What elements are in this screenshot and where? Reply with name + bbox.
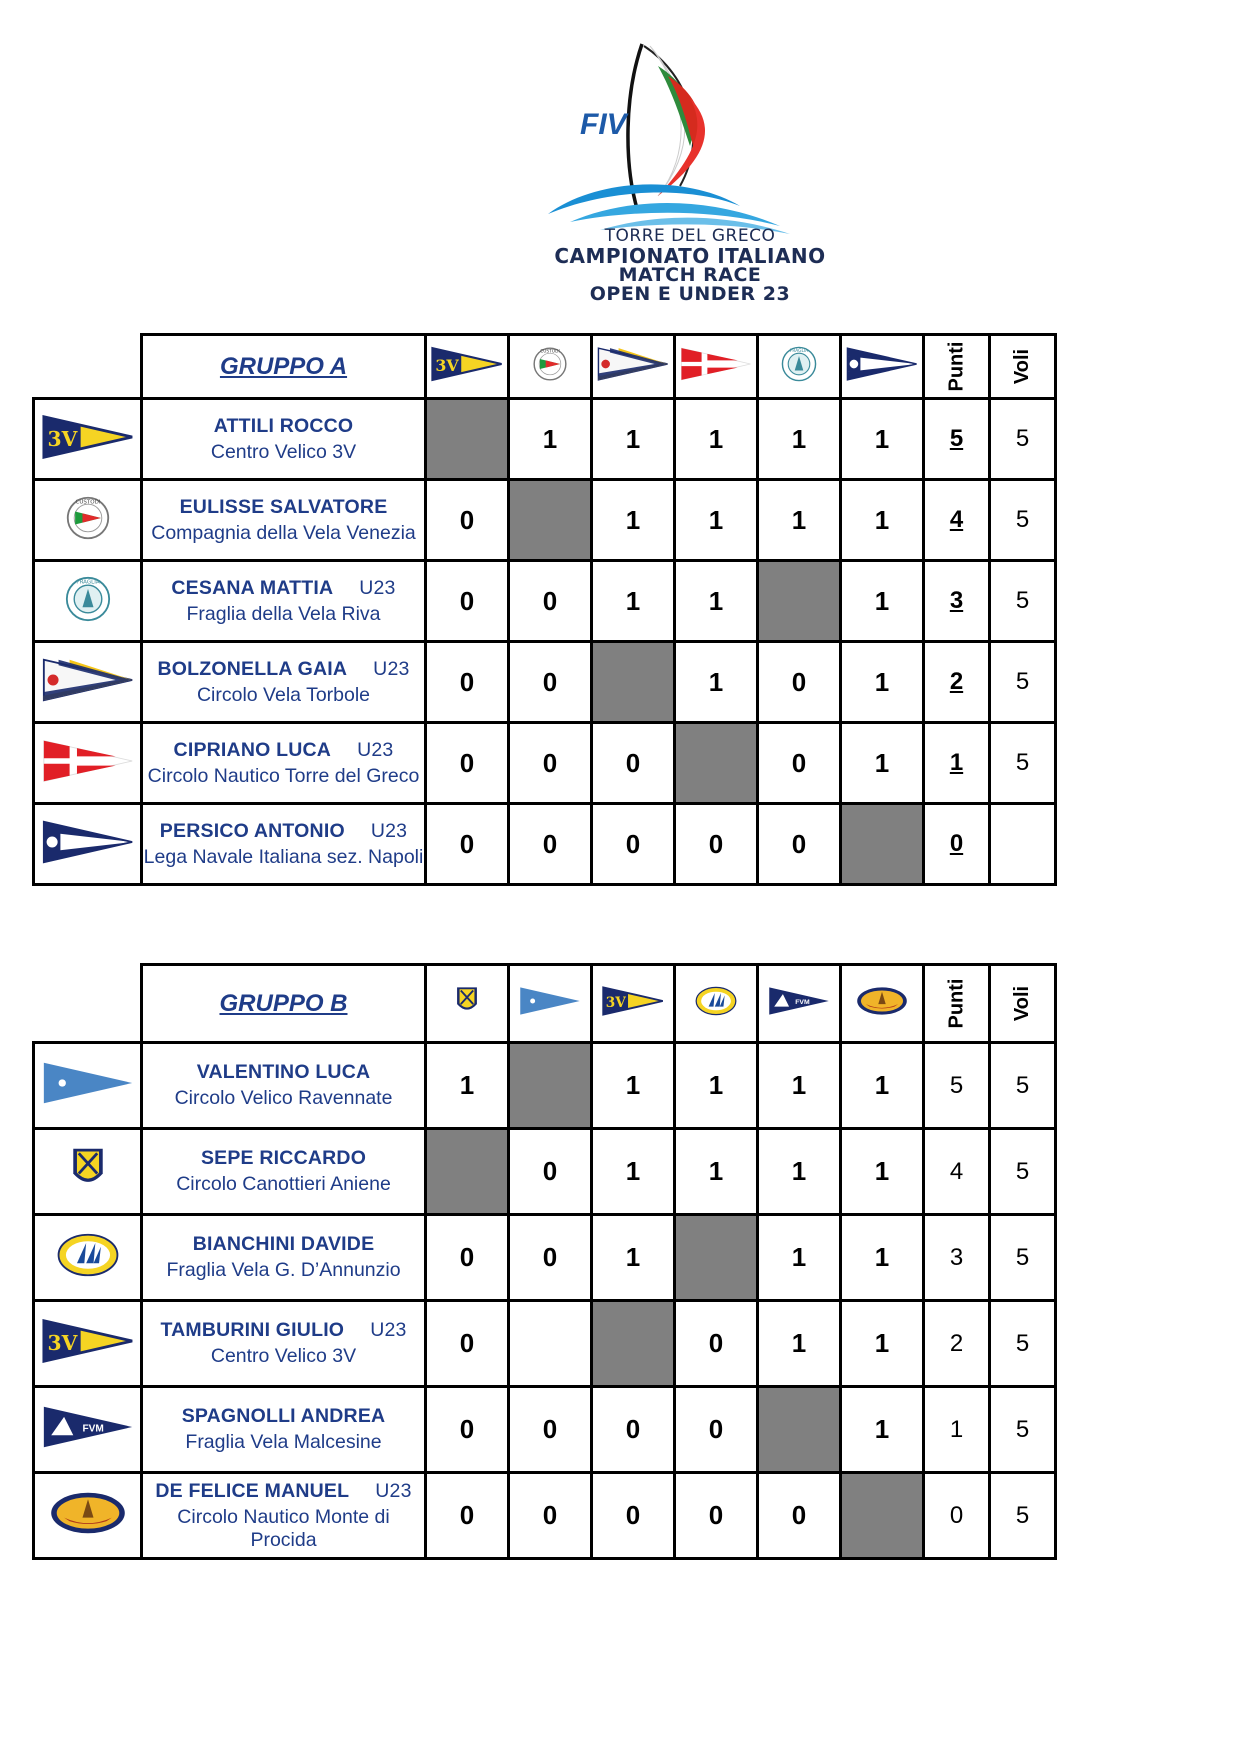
punti-value: 5: [924, 1043, 990, 1129]
self-match-cell: [758, 561, 841, 642]
self-match-cell: [841, 1473, 924, 1559]
column-header-4: [675, 335, 758, 399]
match-result-cell: 0: [426, 642, 509, 723]
group-b-table: [32, 963, 1057, 1560]
column-header-1: [426, 965, 509, 1043]
match-result-cell: 0: [426, 1387, 509, 1473]
punti-header: [924, 965, 990, 1043]
punti-value: 5: [924, 399, 990, 480]
ravennate-burgee-icon: [35, 1053, 140, 1118]
sailor-cell: [142, 399, 426, 480]
voli-label: Voli: [1011, 348, 1033, 385]
sailor-line: [143, 415, 424, 438]
row-burgee-cell: [34, 480, 142, 561]
self-match-cell: [426, 1129, 509, 1215]
svg-text:CUSTODI: CUSTODI: [540, 349, 560, 355]
svg-text:3V: 3V: [47, 426, 77, 451]
fvm-burgee-icon: [759, 976, 839, 1031]
match-result-cell: 1: [509, 399, 592, 480]
svg-text:FVM: FVM: [81, 1423, 104, 1435]
match-result-cell: 1: [841, 1215, 924, 1301]
3v-burgee-icon: [35, 414, 140, 465]
header-row: [34, 965, 1056, 1043]
sailor-name: TAMBURINI GIULIO: [160, 1319, 345, 1341]
u23-badge: U23: [375, 1479, 412, 1502]
voli-value: 5: [990, 1473, 1056, 1559]
self-match-cell: [509, 1043, 592, 1129]
club-name: Fraglia Vela G. D’Annunzio: [166, 1259, 401, 1281]
sailor-cell: [142, 723, 426, 804]
match-result-cell: 0: [509, 1215, 592, 1301]
svg-text:3V: 3V: [47, 1331, 77, 1356]
match-result-cell: 0: [758, 723, 841, 804]
match-result-cell: 0: [592, 1387, 675, 1473]
torbole-burgee-icon: [35, 657, 140, 708]
3v-burgee-icon: [593, 976, 673, 1031]
aniene-shield-icon: [427, 976, 507, 1031]
svg-text:3V: 3V: [435, 356, 459, 376]
match-result-cell: 0: [592, 1473, 675, 1559]
riva-seal-icon: [35, 576, 140, 627]
club-name: Compagnia della Vela Venezia: [151, 521, 416, 544]
match-result-cell: 1: [841, 1129, 924, 1215]
match-result-cell: 0: [426, 723, 509, 804]
table-row: [34, 1215, 1056, 1301]
table-row: [34, 1473, 1056, 1559]
3v-burgee-icon: [427, 346, 507, 387]
sailor-line: [143, 1061, 424, 1084]
table-row: [34, 480, 1056, 561]
voli-value: 5: [990, 1215, 1056, 1301]
match-result-cell: 0: [675, 1301, 758, 1387]
row-burgee-cell: [34, 1043, 142, 1129]
sailor-name: SPAGNOLLI ANDREA: [181, 1405, 386, 1427]
torbole-burgee-icon: [593, 346, 673, 387]
3v-burgee-icon: [35, 1311, 140, 1376]
match-result-cell: 0: [675, 1387, 758, 1473]
sailor-cell: [142, 1387, 426, 1473]
punti-value: 0: [924, 1473, 990, 1559]
club-name: Lega Navale Italiana sez. Napoli: [143, 845, 424, 868]
match-result-cell: 1: [675, 1043, 758, 1129]
club-name: Circolo Nautico Monte di Procida: [177, 1505, 390, 1551]
sailor-name: ATTILI ROCCO: [213, 414, 354, 437]
match-result-cell: 0: [509, 804, 592, 885]
column-header-3: [592, 965, 675, 1043]
match-result-cell: 1: [841, 723, 924, 804]
dannunzio-seal-icon: [35, 1225, 140, 1290]
match-result-cell: 1: [592, 1129, 675, 1215]
punti-value: 3: [924, 1215, 990, 1301]
sailor-line: [143, 1480, 424, 1503]
row-burgee-cell: [34, 399, 142, 480]
ravennate-burgee-icon: [510, 976, 590, 1031]
match-result-cell: 1: [426, 1043, 509, 1129]
logo-line1: CAMPIONATO ITALIANO: [554, 244, 826, 268]
group-a-table: [32, 333, 1057, 886]
match-result-cell: 0: [426, 1301, 509, 1387]
club-name: Fraglia della Vela Riva: [186, 602, 381, 625]
match-result-cell: 0: [758, 1473, 841, 1559]
voli-value: 5: [990, 1301, 1056, 1387]
match-result-cell: 0: [758, 642, 841, 723]
monte-di-procida-seal-icon: [842, 976, 922, 1031]
match-result-cell: 1: [592, 480, 675, 561]
row-burgee-cell: [34, 1387, 142, 1473]
table-row: [34, 561, 1056, 642]
corner-cell: [34, 335, 142, 399]
punti-value: 0: [924, 804, 990, 885]
sailor-cell: [142, 1215, 426, 1301]
voli-value: 5: [990, 561, 1056, 642]
match-result-cell: 1: [841, 1301, 924, 1387]
table-row: [34, 804, 1056, 885]
match-result-cell: 0: [509, 1129, 592, 1215]
voli-value: 5: [990, 1387, 1056, 1473]
match-result-cell: 0: [509, 561, 592, 642]
club-name: Circolo Vela Torbole: [196, 683, 371, 706]
match-result-cell: 1: [841, 1387, 924, 1473]
corner-cell: [34, 965, 142, 1043]
svg-text:FVM: FVM: [795, 999, 810, 1007]
u23-badge: U23: [357, 738, 394, 761]
group-title-cell: [142, 335, 426, 399]
u23-badge: U23: [370, 1319, 407, 1341]
table-row: [34, 642, 1056, 723]
match-result-cell: 1: [675, 480, 758, 561]
club-name: Centro Velico 3V: [210, 440, 357, 463]
match-result-cell: 1: [841, 561, 924, 642]
match-result-cell: 0: [426, 561, 509, 642]
match-result-cell: [509, 1301, 592, 1387]
riva-seal-icon: [759, 346, 839, 387]
match-result-cell: 1: [758, 480, 841, 561]
match-result-cell: 1: [758, 399, 841, 480]
match-result-cell: 1: [758, 1129, 841, 1215]
sailor-line: [143, 820, 424, 843]
match-result-cell: 0: [509, 1387, 592, 1473]
self-match-cell: [841, 804, 924, 885]
punti-label: Punti: [945, 341, 967, 392]
sailor-name: BOLZONELLA GAIA: [157, 657, 348, 680]
row-burgee-cell: [34, 1473, 142, 1559]
self-match-cell: [675, 1215, 758, 1301]
u23-badge: U23: [359, 576, 396, 599]
table-row: [34, 1043, 1056, 1129]
header-row: [34, 335, 1056, 399]
sailor-name: CESANA MATTIA: [171, 576, 334, 599]
sailor-line: [143, 1319, 424, 1342]
match-result-cell: 1: [592, 561, 675, 642]
row-burgee-cell: [34, 1215, 142, 1301]
punti-value: 2: [924, 642, 990, 723]
punti-header: [924, 335, 990, 399]
match-result-cell: 0: [426, 1215, 509, 1301]
sailor-cell: [142, 804, 426, 885]
logo-location: TORRE DEL GRECO: [604, 226, 776, 246]
sail-logo-icon: [540, 36, 840, 236]
match-result-cell: 1: [758, 1301, 841, 1387]
self-match-cell: [426, 399, 509, 480]
sailor-cell: [142, 1473, 426, 1559]
custodi-burgee-icon: [35, 495, 140, 546]
sailor-name: BIANCHINI DAVIDE: [192, 1233, 375, 1255]
monte-di-procida-seal-icon: [35, 1483, 140, 1548]
group-title-cell: [142, 965, 426, 1043]
self-match-cell: [592, 1301, 675, 1387]
match-result-cell: 1: [675, 1129, 758, 1215]
sailor-cell: [142, 1301, 426, 1387]
dannunzio-seal-icon: [676, 976, 756, 1031]
sailor-name: PERSICO ANTONIO: [159, 819, 345, 842]
match-result-cell: 0: [426, 804, 509, 885]
punti-value: 3: [924, 561, 990, 642]
group-title: GRUPPO A: [219, 352, 348, 380]
column-header-2: [509, 965, 592, 1043]
match-result-cell: 1: [592, 399, 675, 480]
svg-text:FRAGLIA: FRAGLIA: [75, 578, 100, 585]
punti-label: Punti: [945, 978, 967, 1029]
self-match-cell: [675, 723, 758, 804]
voli-header: [990, 335, 1056, 399]
self-match-cell: [509, 480, 592, 561]
match-result-cell: 1: [675, 561, 758, 642]
club-name: Circolo Canottieri Aniene: [176, 1173, 391, 1195]
table-row: [34, 1387, 1056, 1473]
match-result-cell: 1: [841, 480, 924, 561]
punti-value: 2: [924, 1301, 990, 1387]
voli-value: 5: [990, 399, 1056, 480]
sailor-name: VALENTINO LUCA: [196, 1061, 371, 1083]
self-match-cell: [758, 1387, 841, 1473]
sailor-cell: [142, 561, 426, 642]
column-header-6: [841, 965, 924, 1043]
aniene-shield-icon: [35, 1139, 140, 1204]
custodi-burgee-icon: [510, 346, 590, 387]
event-logo: [540, 36, 840, 326]
club-name: Centro Velico 3V: [210, 1345, 357, 1367]
table-row: [34, 1129, 1056, 1215]
match-result-cell: 0: [426, 1473, 509, 1559]
match-result-cell: 1: [592, 1215, 675, 1301]
svg-text:3V: 3V: [605, 995, 626, 1012]
sailor-line: [143, 1233, 424, 1256]
column-header-2: [509, 335, 592, 399]
self-match-cell: [592, 642, 675, 723]
match-result-cell: 1: [592, 1043, 675, 1129]
sailor-line: [143, 739, 424, 762]
voli-header: [990, 965, 1056, 1043]
sailor-line: [143, 1147, 424, 1170]
match-result-cell: 0: [592, 804, 675, 885]
club-name: Fraglia Vela Malcesine: [185, 1431, 382, 1453]
punti-value: 1: [924, 723, 990, 804]
match-result-cell: 0: [675, 804, 758, 885]
column-header-5: [758, 335, 841, 399]
logo-line3: OPEN E UNDER 23: [589, 283, 791, 305]
match-result-cell: 0: [426, 480, 509, 561]
voli-value: 5: [990, 642, 1056, 723]
match-result-cell: 0: [509, 642, 592, 723]
sailor-cell: [142, 1129, 426, 1215]
match-result-cell: 1: [758, 1215, 841, 1301]
sailor-cell: [142, 642, 426, 723]
column-header-3: [592, 335, 675, 399]
fvm-burgee-icon: [35, 1397, 140, 1462]
match-result-cell: 1: [675, 642, 758, 723]
voli-value: 5: [990, 1043, 1056, 1129]
row-burgee-cell: [34, 642, 142, 723]
voli-label: Voli: [1011, 985, 1033, 1022]
match-result-cell: 0: [592, 723, 675, 804]
match-result-cell: 1: [675, 399, 758, 480]
match-result-cell: 1: [841, 399, 924, 480]
sailor-line: [143, 1405, 424, 1428]
match-result-cell: 1: [758, 1043, 841, 1129]
table-row: [34, 399, 1056, 480]
table-row: [34, 723, 1056, 804]
column-header-6: [841, 335, 924, 399]
sailor-line: [143, 658, 424, 681]
row-burgee-cell: [34, 723, 142, 804]
match-result-cell: 0: [758, 804, 841, 885]
logo-line2: MATCH RACE: [618, 264, 762, 286]
match-result-cell: 0: [509, 723, 592, 804]
row-burgee-cell: [34, 1129, 142, 1215]
sailor-name: EULISSE SALVATORE: [179, 495, 388, 518]
column-header-1: [426, 335, 509, 399]
row-burgee-cell: [34, 561, 142, 642]
sailor-name: CIPRIANO LUCA: [173, 738, 332, 761]
punti-value: 4: [924, 1129, 990, 1215]
voli-value: 5: [990, 723, 1056, 804]
svg-text:FIV: FIV: [580, 108, 627, 141]
u23-badge: U23: [373, 657, 410, 680]
match-result-cell: 0: [509, 1473, 592, 1559]
table-row: [34, 1301, 1056, 1387]
group-title: GRUPPO B: [219, 989, 348, 1017]
voli-value: 5: [990, 480, 1056, 561]
row-burgee-cell: [34, 1301, 142, 1387]
match-result-cell: 1: [841, 1043, 924, 1129]
sailor-line: [143, 577, 424, 600]
punti-value: 1: [924, 1387, 990, 1473]
lni-napoli-burgee-icon: [35, 819, 140, 870]
voli-value: [990, 804, 1056, 885]
voli-value: 5: [990, 1129, 1056, 1215]
column-header-4: [675, 965, 758, 1043]
lni-napoli-burgee-icon: [842, 346, 922, 387]
club-name: Circolo Velico Ravennate: [174, 1087, 393, 1109]
svg-text:FRAGLIA: FRAGLIA: [789, 348, 809, 354]
column-header-5: [758, 965, 841, 1043]
sailor-name: DE FELICE MANUEL: [155, 1479, 350, 1502]
row-burgee-cell: [34, 804, 142, 885]
svg-text:CUSTODI: CUSTODI: [75, 498, 100, 505]
torre-del-greco-burgee-icon: [676, 346, 756, 387]
sailor-cell: [142, 480, 426, 561]
u23-badge: U23: [370, 819, 408, 842]
sailor-cell: [142, 1043, 426, 1129]
match-result-cell: 1: [841, 642, 924, 723]
sailor-name: SEPE RICCARDO: [200, 1147, 367, 1169]
club-name: Circolo Nautico Torre del Greco: [147, 764, 420, 787]
match-result-cell: 0: [675, 1473, 758, 1559]
sailor-line: [143, 496, 424, 519]
punti-value: 4: [924, 480, 990, 561]
torre-del-greco-burgee-icon: [35, 738, 140, 789]
